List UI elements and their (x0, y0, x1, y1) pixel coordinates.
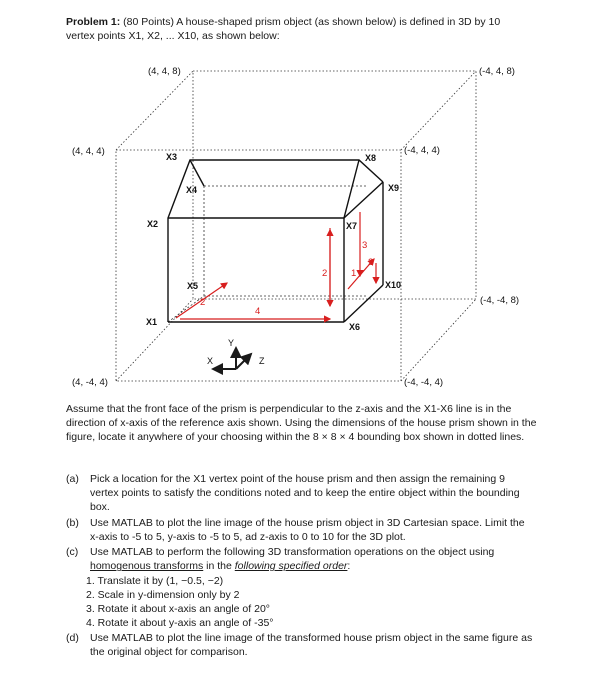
problem-text-1: (80 Points) A house-shaped prism object (as shown below) is defined in 3D by 10 (120, 16, 501, 28)
hidden-edges (168, 186, 366, 322)
problem-label: Problem 1: (66, 16, 121, 28)
step-4: 4. Rotate it about y-axis an angle of -35° (86, 617, 274, 629)
bounding-box (116, 71, 476, 381)
step-3: 3. Rotate it about x-axis an angle of 20° (86, 603, 270, 615)
part-a-text: Pick a location for the X1 vertex point of the house prism and then assign the remaining 9 vertex points to satisfy the conditions noted and to keep the entire object within the bounding box. (90, 473, 520, 514)
coord-br-back: (-4, -4, 8) (480, 295, 520, 306)
part-b-text: Use MATLAB to plot the line image of the house prism object in 3D Cartesian space. Limit the x-axis to -5 to 5, y-axis to -5 to 5, ad z-axis to 0 to 10 for the 3D plot. (90, 517, 525, 544)
coord-tr-front: (-4, 4, 4) (404, 145, 440, 156)
dim-label-1: 1 (351, 268, 357, 279)
vertex-x1: X1 (146, 317, 158, 327)
dim-label-3: 3 (362, 240, 368, 251)
coord-tr-back: (-4, 4, 8) (479, 66, 515, 77)
axis-label-x: X (207, 356, 214, 366)
dim-label-4: 4 (255, 306, 261, 317)
intro-paragraph: Assume that the front face of the prism is perpendicular to the z-axis and the X1-X6 line is in the direction of x-axis of the reference axis shown. Using the dimensions of the house prism shown in the figure, locate it anywhere of your choosing within the 8 × 8 × 4 bounding box shown in dotted lines. (66, 403, 537, 444)
vertex-x6: X6 (349, 322, 361, 332)
part-c-text-pre: Use MATLAB to perform the following 3D transformation operations on the object using (90, 546, 495, 558)
step-2: 2. Scale in y-dimension only by 2 (86, 589, 240, 601)
vertex-x3: X3 (166, 152, 178, 162)
coord-tl-back: (4, 4, 8) (148, 66, 181, 77)
part-c (66, 545, 536, 573)
part-c-text-order: following specified order (234, 560, 348, 573)
part-a-label: (a) (66, 473, 79, 485)
dim-label-2a: 2 (200, 297, 206, 308)
vertex-x9: X9 (388, 183, 400, 193)
axis-label-y: Y (228, 338, 235, 348)
part-d (66, 631, 536, 659)
part-d-label: (d) (66, 632, 79, 644)
part-b-label: (b) (66, 517, 79, 529)
step-1: 1. Translate it by (1, −0.5, −2) (86, 575, 224, 587)
part-b (66, 516, 536, 544)
part-c-text-post: : (347, 560, 351, 573)
part-d-text: Use MATLAB to plot the line image of the transformed house prism object in the same figure as the original object for comparison. (90, 632, 533, 659)
part-c-text-mid: in the (203, 560, 235, 573)
part-c-text-underline: homogenous transforms (90, 560, 204, 573)
part-a (66, 472, 536, 515)
part-c-text (90, 545, 536, 573)
axis-label-z: Z (259, 356, 265, 366)
vertex-x7: X7 (346, 221, 358, 231)
reference-axes (213, 348, 251, 369)
coord-bl-front: (4, -4, 4) (72, 377, 108, 388)
vertex-x8: X8 (365, 153, 377, 163)
problem-text-2: vertex points X1, X2, ... X10, as shown below: (66, 30, 280, 42)
vertex-x10: X10 (385, 280, 402, 290)
dim-label-2c: 2 (368, 257, 374, 268)
dim-label-2b: 2 (322, 268, 328, 279)
vertex-x5: X5 (187, 281, 199, 291)
coord-tl-front: (4, 4, 4) (72, 146, 105, 157)
vertex-x4: X4 (186, 185, 198, 195)
vertex-x2: X2 (147, 219, 159, 229)
part-c-label: (c) (66, 546, 79, 558)
coord-br-front: (-4, -4, 4) (404, 377, 444, 388)
